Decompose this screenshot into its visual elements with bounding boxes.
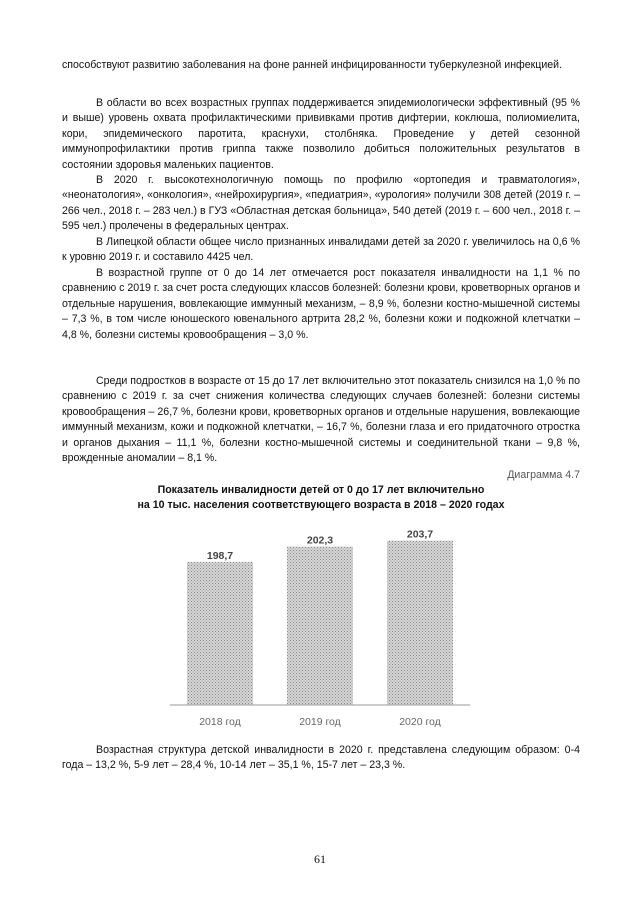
paragraph-age-structure [62, 743, 580, 774]
data-label: 198,7 [206, 549, 234, 562]
page-number: 61 [314, 852, 326, 866]
paragraph-continuation [62, 58, 580, 73]
bar-2020-год [387, 541, 453, 705]
paragraph-text: Возрастная структура детской инвалидности в 2020 г. представлена следующим образом: 0-4 года – 13,2 %, 5-9 лет – 28,4 %, 10-14 лет – 35,1 %, 15-7 лет – 23,3 %. [62, 744, 580, 772]
paragraph-age-15-17 [62, 374, 580, 466]
bar-2018-год [187, 562, 253, 705]
paragraph-high-tech-care [62, 173, 580, 235]
bar-chart [170, 520, 470, 735]
paragraph-disabled-children-total [62, 235, 580, 266]
data-label: 202,3 [306, 534, 334, 547]
paragraph-text: способствуют развитию заболевания на фоне ранней инфицированности туберкулезной инфекцией. [62, 59, 563, 71]
paragraph-text: В 2020 г. высокотехнологичную помощь по профилю «ортопедия и травматология», «неонатология», «онкология», «нейрохирургия», «педиатрия», «урология» получили 308 детей (2019 г. – 266 чел., 2018 г. – 283 чел.) в ГУЗ «Областная детская больница», 540 детей (2019 г. – 600 чел., 2018 г. – 595 чел.) пролечены в федеральных центрах. [62, 174, 580, 233]
chart-title-line2: на 10 тыс. населения соответствующего возраста в 2018 – 2020 годах [137, 499, 505, 511]
diagram-caption: Диаграмма 4.7 [507, 469, 580, 481]
paragraph-text: Среди подростков в возрасте от 15 до 17 лет включительно этот показатель снизился на 1,0 % по сравнению с 2019 г. за счет снижения количества следующих случаев болезней: болезни системы кровообращения – 26,7 %, болезни крови, кроветворных органов и отдельные нарушения, вовлекающие иммунный механизм, кожи и подкожной клетчатки, – 16,7 %, болезни глаза и его придаточного отростка и органов дыхания – 11,1 %, болезни костно-мышечной системы и соединительной ткани – 9,8 %, врожденные аномалии – 8,1 %. [62, 375, 580, 465]
data-label: 203,7 [406, 528, 434, 541]
x-tick-label: 2018 год [199, 716, 241, 728]
x-tick-label: 2019 год [299, 716, 341, 728]
chart-title [62, 483, 580, 513]
paragraph-text: В области во всех возрастных группах поддерживается эпидемиологически эффективный (95 % и выше) уровень охвата профилактическими прививками против дифтерии, коклюша, полиомиелита, кори, эпидемического паротита, краснухи, столбняка. Проведение у детей сезонной иммунопрофилактики против гриппа также позволило добиться положительных результатов в состоянии здоровья маленьких пациентов. [62, 97, 580, 171]
paragraph-text: В Липецкой области общее число признанных инвалидами детей за 2020 г. увеличилось на 0,6 % к уровню 2019 г. и составило 4425 чел. [62, 236, 580, 264]
chart-title-line1: Показатель инвалидности детей от 0 до 17 лет включительно [157, 484, 485, 496]
paragraph-text: В возрастной группе от 0 до 14 лет отмечается рост показателя инвалидности на 1,1 % по сравнению с 2019 г. за счет роста следующих классов болезней: болезни крови, кроветворных органов и отдельные нарушения, вовлекающие иммунный механизм, – 8,9 %, болезни костно-мышечной системы – 7,3 %, в том числе юношеского ювенального артрита 28,2 %, болезни кожи и подкожной клетчатки – 4,8 %, болезни системы кровообращения – 3,0 %. [62, 267, 580, 341]
bar-2019-год [287, 546, 353, 705]
paragraph-vaccination [62, 96, 580, 173]
x-tick-label: 2020 год [399, 716, 441, 728]
paragraph-age-0-14 [62, 266, 580, 343]
